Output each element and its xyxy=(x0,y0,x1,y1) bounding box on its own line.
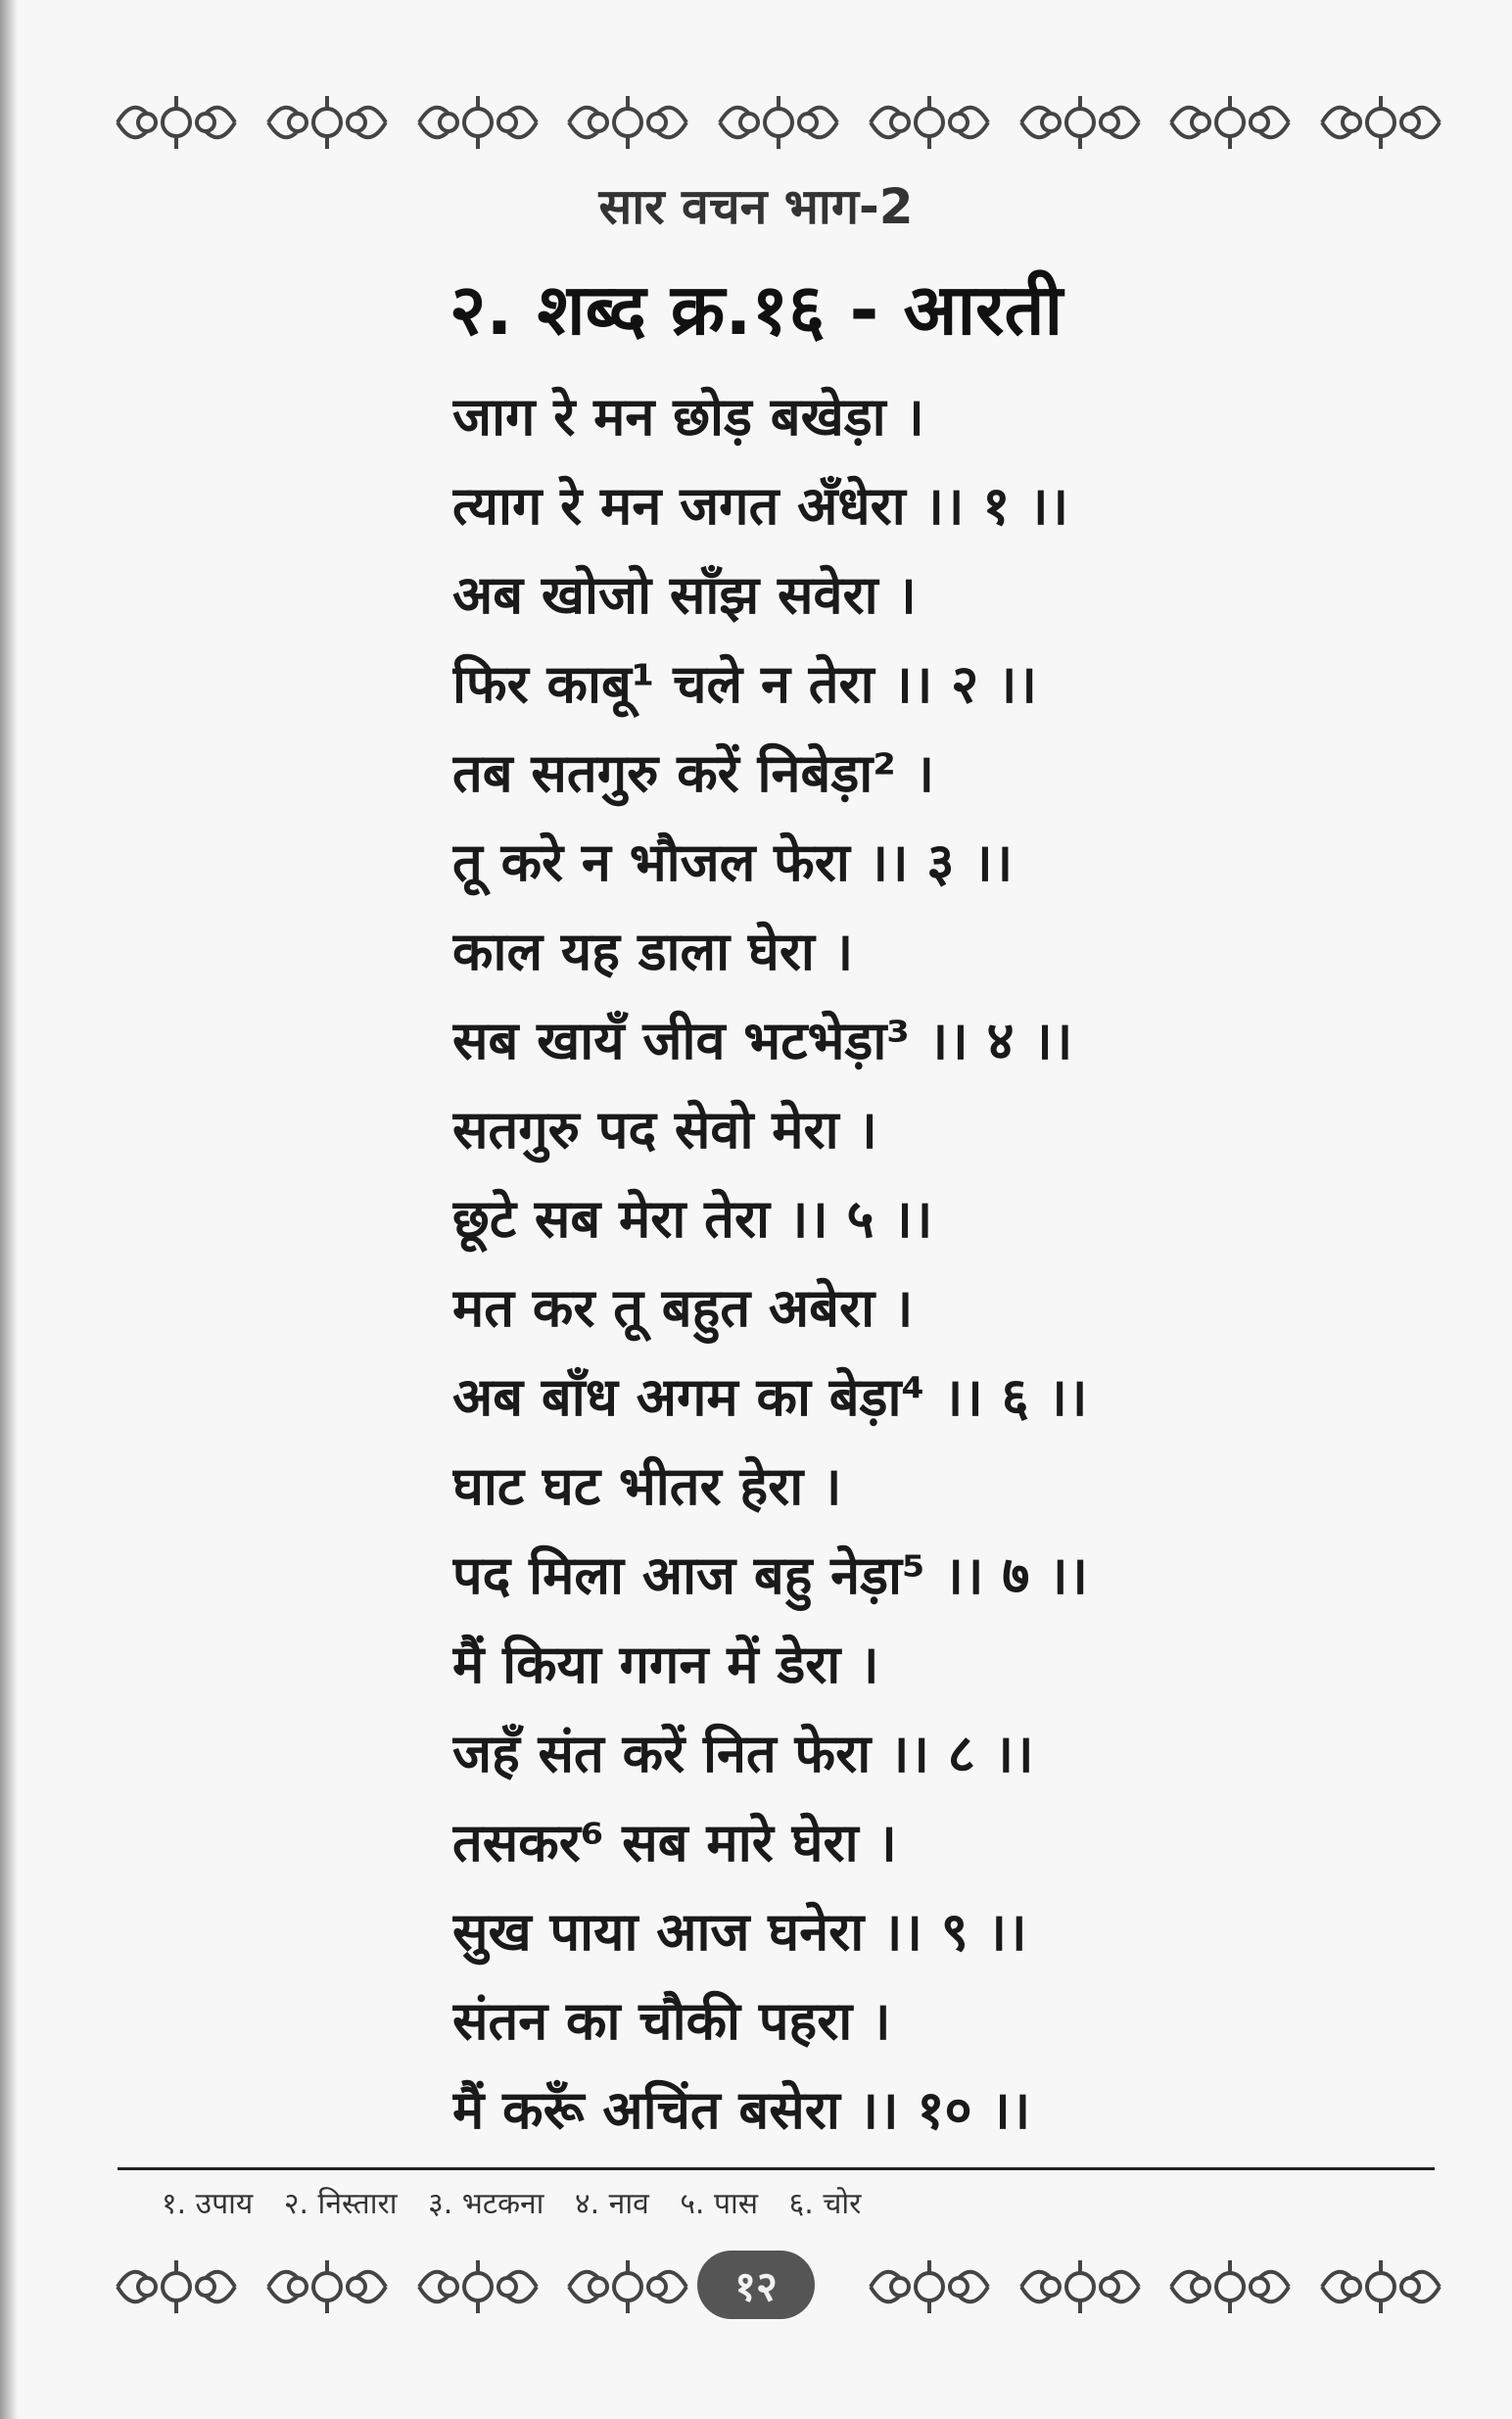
floral-ornament-icon xyxy=(861,88,998,157)
verse-line: अब बाँध अगम का बेड़ा⁴ ।। ६ ।। xyxy=(452,1366,1088,1428)
floral-ornament-icon xyxy=(108,88,245,157)
verse-line: पद मिला आज बहु नेड़ा⁵ ।। ७ ।। xyxy=(452,1544,1089,1606)
floral-ornament-icon xyxy=(409,2253,546,2321)
verse-line: संतन का चौकी पहरा । xyxy=(452,1990,891,2052)
floral-ornament-icon xyxy=(1161,88,1299,157)
verse-line: जाग रे मन छोड़ बखेड़ा । xyxy=(452,386,924,448)
book-title: सार वचन भाग-2 xyxy=(598,178,914,235)
floral-ornament-icon xyxy=(1312,88,1449,157)
verse-line: अब खोजो साँझ सवेरा । xyxy=(452,564,917,626)
verse-line: सतगुरु पद सेवो मेरा । xyxy=(452,1099,877,1161)
verse-line: घाट घट भीतर हेरा । xyxy=(452,1455,842,1517)
verse-line: तसकर⁶ सब मारे घेरा । xyxy=(452,1812,897,1874)
floral-ornament-icon xyxy=(1012,88,1149,157)
footnote-item: ५. पास xyxy=(680,2187,759,2221)
floral-ornament-icon xyxy=(710,88,847,157)
verse-line: छूटे सब मेरा तेरा ।। ५ ।। xyxy=(452,1188,933,1250)
verse-line: फिर काबू¹ चले न तेरा ।। २ ।। xyxy=(452,653,1037,715)
footnote-item: ४. नाव xyxy=(575,2187,649,2221)
footnote-item: २. निस्तारा xyxy=(283,2187,398,2221)
floral-ornament-icon xyxy=(1312,2253,1449,2321)
verse-line: मैं किया गगन में डेरा । xyxy=(452,1634,879,1695)
verse-line: मैं करूँ अचिंत बसेरा ।। १० ।। xyxy=(452,2079,1031,2141)
verse-line: मत कर तू बहुत अबेरा । xyxy=(452,1277,914,1339)
page-number: १२ xyxy=(697,2251,815,2319)
floral-ornament-icon xyxy=(1012,2253,1149,2321)
footnote-item: १. उपाय xyxy=(162,2187,254,2221)
floral-ornament-icon xyxy=(1161,2253,1299,2321)
floral-ornament-icon xyxy=(559,2253,696,2321)
hymn-title: २. शब्द क्र.१६ - आरती xyxy=(449,268,1063,351)
verse-line: तू करे न भौजल फेरा ।। ३ ।। xyxy=(452,831,1014,893)
footnote-divider xyxy=(118,2167,1435,2170)
footnote-item: ६. चोर xyxy=(788,2187,862,2221)
verse-line: जहँ संत करें नित फेरा ।। ८ ।। xyxy=(452,1723,1034,1784)
floral-ornament-icon xyxy=(409,88,546,157)
footnote-item: ३. भटकना xyxy=(428,2187,544,2221)
floral-ornament-icon xyxy=(861,2253,998,2321)
floral-ornament-icon xyxy=(108,2253,245,2321)
verse-line: त्याग रे मन जगत अँधेरा ।। १ ।। xyxy=(452,475,1069,537)
floral-ornament-icon xyxy=(559,88,696,157)
footnotes xyxy=(162,2182,882,2222)
floral-ornament-icon xyxy=(259,2253,396,2321)
floral-ornament-icon xyxy=(259,88,396,157)
top-ornament-border xyxy=(108,78,1449,166)
verse-list xyxy=(452,372,1099,2155)
verse-line: सब खायँ जीव भटभेड़ा³ ।। ४ ।। xyxy=(452,1010,1073,1071)
verse-line: तब सतगुरु करें निबेड़ा² । xyxy=(452,742,935,804)
page-edge-shadow xyxy=(0,0,18,2419)
verse-line: सुख पाया आज घनेरा ।। ९ ।। xyxy=(452,1901,1027,1963)
verse-line: काल यह डाला घेरा । xyxy=(452,921,854,982)
